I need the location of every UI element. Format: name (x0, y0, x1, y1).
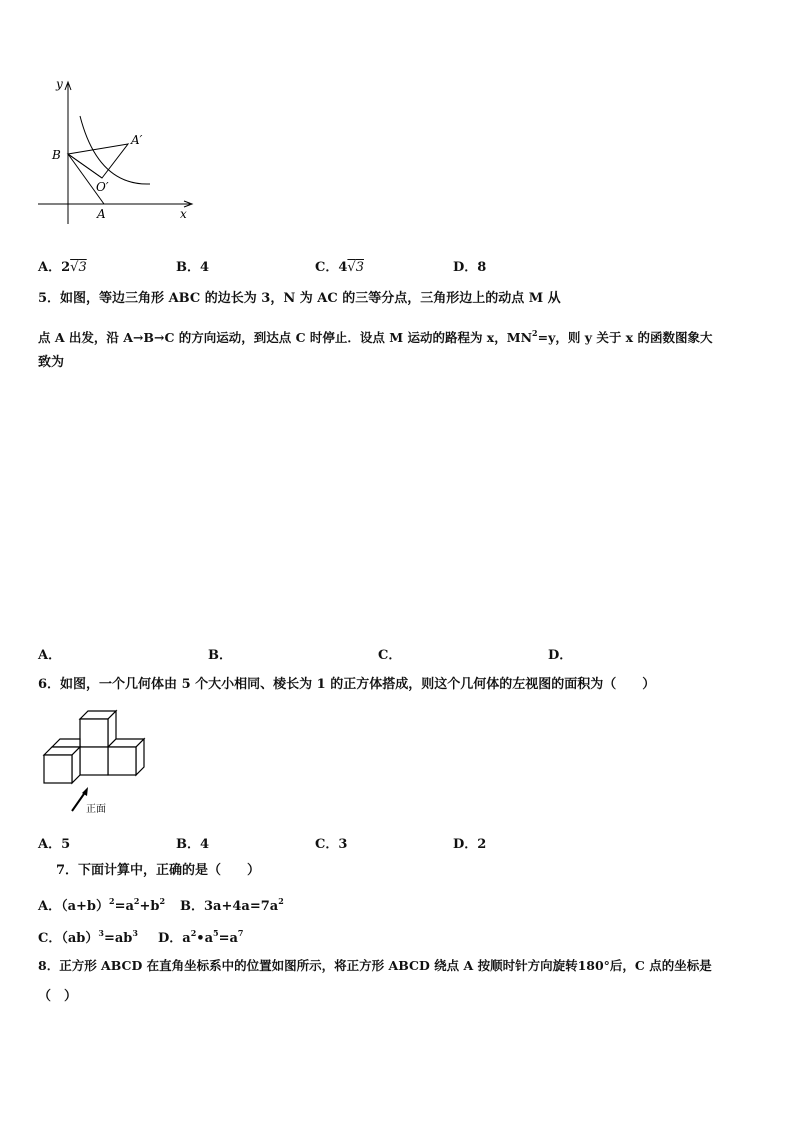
q7-option-a: A．$(a+b)^2=a^2+b^2$ (38, 896, 166, 914)
label-x: x (180, 207, 187, 221)
label-y: y (56, 77, 63, 91)
q6-option-a: A．5 (38, 837, 71, 852)
q4-option-d: D．8 (453, 260, 487, 275)
q7-option-b: B．$3a+4a=7a^2$ (180, 896, 284, 914)
q5-line1: 5．如图，等边三角形 ABC 的边长为 3，N 为 AC 的三等分点，三角形边上的动点 M 从 (38, 291, 561, 306)
segment-BO-prime (68, 154, 102, 178)
q5-line3: 致为 (38, 355, 65, 370)
q6-question: 6．如图，一个几何体由 5 个大小相同、棱长为 1 的正方体搭成，则这个几何体的左视图的面积为（ ） (38, 677, 656, 692)
q5-option-b: B． (208, 648, 232, 663)
q4-option-c-radical: √3 (347, 260, 364, 275)
coordinate-figure (34, 74, 196, 224)
front-label: 正面 (86, 804, 106, 815)
cube-left-top (52, 739, 80, 747)
cube-middle-front (80, 747, 108, 775)
label-A: A (97, 207, 106, 221)
q4-option-c: C．4√3 (315, 260, 364, 275)
cube-right-front (108, 747, 136, 775)
q8-line2: （ ） (38, 989, 78, 1004)
q5-option-a: A． (38, 648, 62, 663)
q5-line2: 点 A 出发，沿 A→B→C 的方向运动，到达点 C 时停止．设点 M 运动的路程为 x，$MN^2=y$，则 y 关于 x 的函数图象大 (38, 328, 713, 345)
rotated-triangle (68, 144, 128, 178)
cubes-figure (38, 705, 150, 817)
q5-option-d: D． (548, 648, 573, 663)
q5-option-c: C． (378, 648, 402, 663)
label-A-prime: A′ (131, 133, 143, 147)
q7-option-d: D．$a^2•a^5=a^7$ (158, 928, 244, 946)
q4-option-b: B．4 (176, 260, 210, 275)
q4-option-a-radical: √3 (70, 260, 87, 275)
q6-option-d: D．2 (453, 837, 487, 852)
q4-option-a: A．2√3 (38, 260, 87, 275)
q6-option-b: B．4 (176, 837, 210, 852)
label-B: B (52, 148, 61, 162)
q7-question: 7．下面计算中，正确的是（ ） (56, 863, 261, 878)
segment-BA (68, 154, 104, 204)
q6-option-c: C．3 (315, 837, 348, 852)
q7-option-c: C．$(ab)^3=ab^3$ (38, 928, 138, 946)
q8-line1: 8．正方形 ABCD 在直角坐标系中的位置如图所示，将正方形 ABCD 绕点 A 按顺时针方向旋转180°后，C 点的坐标是 (38, 958, 712, 973)
cube-top-front (80, 719, 108, 747)
label-O-prime: O′ (96, 180, 109, 194)
cube-left-front-face (44, 755, 72, 783)
